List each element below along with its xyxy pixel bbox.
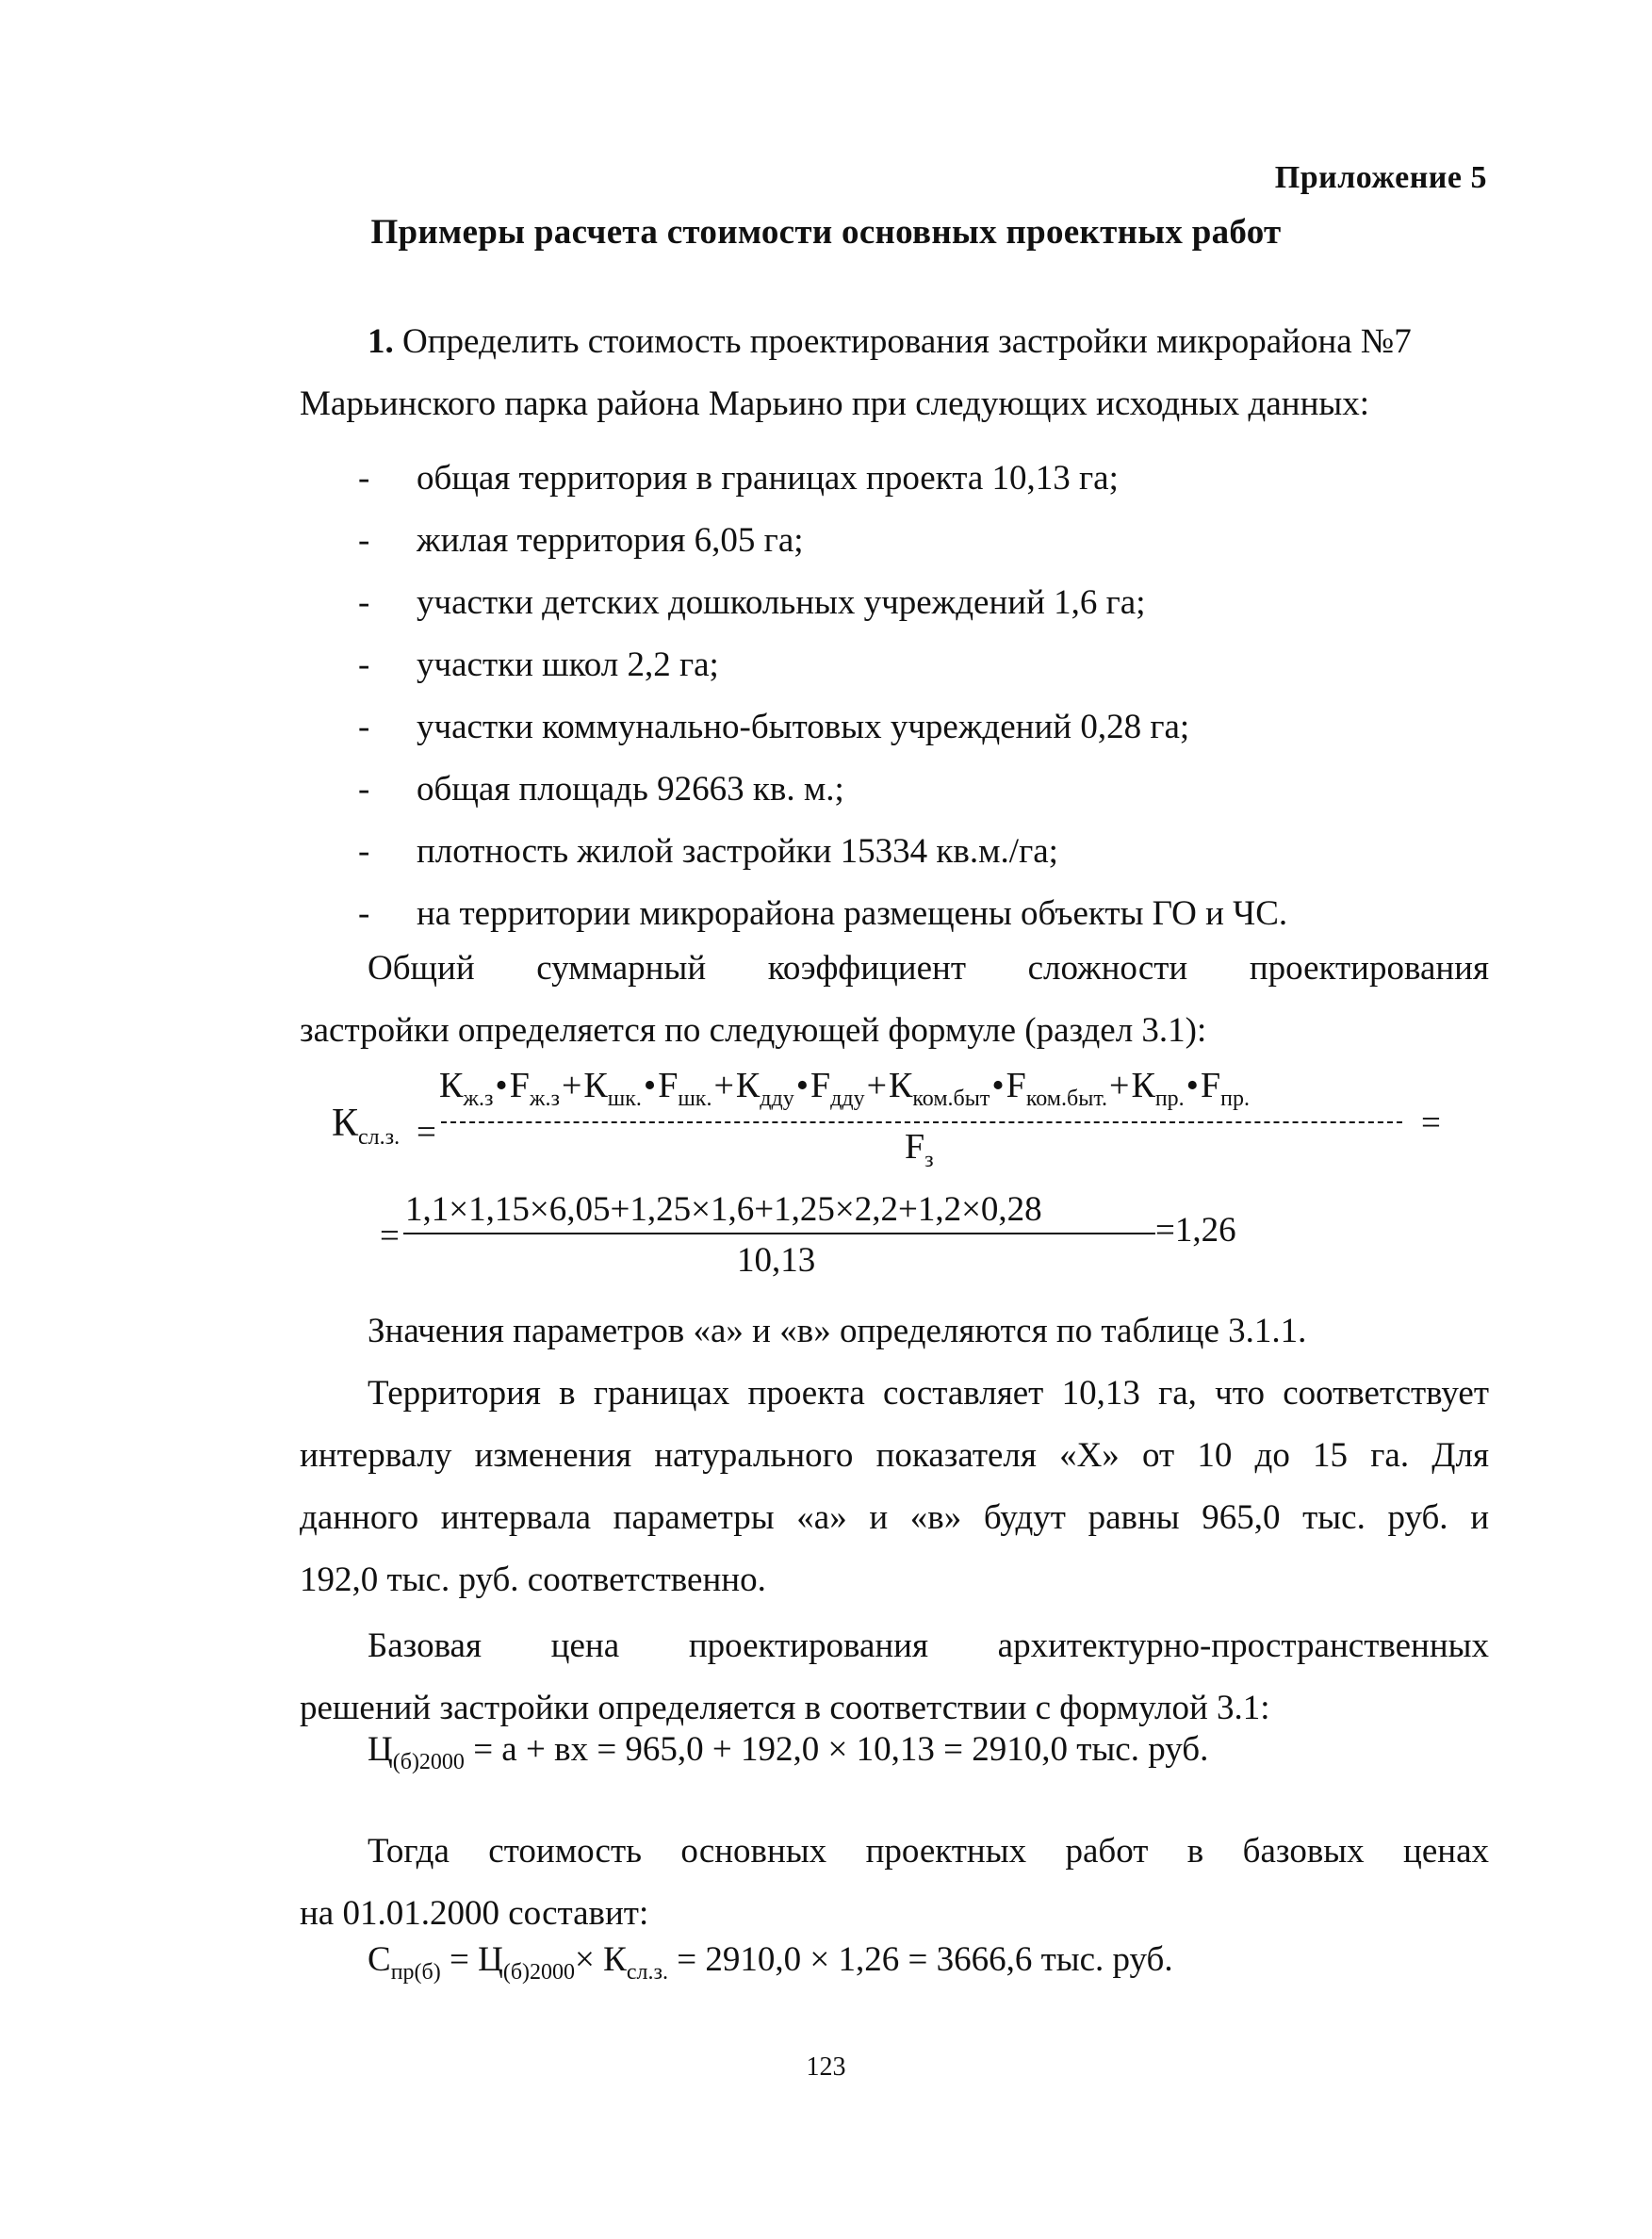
formula-operator: •: [991, 1066, 1005, 1105]
formula-term-subscript: шк.: [678, 1087, 712, 1111]
base-price-line-1: Базовая цена проектирования архитектурно-пространственных: [368, 1626, 1489, 1665]
formula-operator: +: [866, 1066, 887, 1105]
formula-equals-1: =: [417, 1113, 436, 1152]
list-dash: -: [358, 770, 370, 809]
formula-equals-2: =: [1421, 1103, 1441, 1142]
price-subscript: (б)2000: [502, 1960, 576, 1985]
example-number: 1.: [368, 322, 394, 361]
formula-operator: +: [1109, 1066, 1130, 1105]
territory-paragraph: [300, 1363, 1489, 1611]
formula-denominator-subscript: з: [924, 1148, 934, 1172]
formula-operator: +: [561, 1066, 582, 1105]
list-item-text: на территории микрорайона размещены объекты ГО и ЧС.: [417, 894, 1288, 933]
params-note: Значения параметров «а» и «в» определяются по таблице 3.1.1.: [368, 1312, 1307, 1350]
formula-term-symbol: К: [1131, 1066, 1155, 1105]
evaluation-equals-left: =: [380, 1217, 400, 1255]
base-price-subscript: (б)2000: [392, 1750, 465, 1774]
price-symbol: Ц: [478, 1940, 503, 1979]
list-item-text: участки школ 2,2 га;: [417, 646, 719, 684]
formula-lhs-symbol: К: [332, 1102, 359, 1145]
formula-term-subscript: ком.быт: [912, 1087, 990, 1111]
formula-term-subscript: пр.: [1154, 1087, 1185, 1111]
formula-operator: •: [795, 1066, 809, 1105]
formula-term-symbol: К: [889, 1066, 913, 1105]
formula-term-symbol: F: [658, 1066, 679, 1105]
cost-paragraph: [300, 1821, 1489, 1945]
list-dash: -: [358, 708, 370, 746]
params-note-paragraph: [300, 1300, 1489, 1363]
coefficient-line-1: Общий суммарный коэффициент сложности проектирования: [368, 949, 1489, 988]
formula-term-symbol: К: [583, 1066, 608, 1105]
list-item-text: общая территория в границах проекта 10,13 га;: [417, 459, 1119, 498]
base-price-paragraph: [300, 1615, 1489, 1740]
list-item-text: участки коммунально-бытовых учреждений 0,28 га;: [417, 708, 1190, 746]
formula-term-symbol: F: [1006, 1066, 1026, 1105]
cost-subscript: пр(б): [390, 1960, 441, 1985]
list-item-text: общая площадь 92663 кв. м.;: [417, 770, 844, 809]
formula-operator: •: [495, 1066, 508, 1105]
formula-operator: •: [643, 1066, 657, 1105]
coefficient-subscript: сл.з.: [626, 1960, 668, 1985]
list-dash: -: [358, 583, 370, 622]
formula-term-symbol: F: [1200, 1066, 1221, 1105]
formula-term-subscript: дду: [760, 1087, 794, 1111]
territory-line-4: 192,0 тыс. руб. соответственно.: [300, 1561, 766, 1599]
list-item-text: участки детских дошкольных учреждений 1,6 га;: [417, 583, 1146, 622]
formula-term-symbol: К: [439, 1066, 464, 1105]
evaluation-numerator: 1,1×1,15×6,05+1,25×1,6+1,25×2,2+1,2×0,28: [405, 1190, 1042, 1229]
times-sign: ×: [575, 1940, 604, 1979]
example-intro-text: Определить стоимость проектирования застройки микрорайона №7: [402, 322, 1412, 361]
coefficient-line-2: застройки определяется по следующей формуле (раздел 3.1):: [300, 1011, 1207, 1050]
base-price-formula: [368, 1729, 1208, 1775]
list-item-text: жилая территория 6,05 га;: [417, 521, 804, 560]
formula-operator: •: [1186, 1066, 1199, 1105]
list-dash: -: [358, 459, 370, 498]
formula-term-subscript: ж.з: [463, 1087, 494, 1111]
cost-line-1: Тогда стоимость основных проектных работ в базовых ценах: [368, 1832, 1489, 1871]
cost-line-2: на 01.01.2000 составит:: [300, 1894, 649, 1933]
coefficient-symbol: К: [603, 1940, 627, 1979]
cost-formula: [368, 1939, 1173, 1986]
formula-lhs-subscript: сл.з.: [358, 1125, 401, 1150]
formula-term-subscript: дду: [830, 1087, 865, 1111]
territory-line-2: интервалу изменения натурального показателя «Х» от 10 до 15 га. Для: [300, 1436, 1489, 1475]
evaluation-denominator: 10,13: [737, 1241, 816, 1280]
territory-line-3: данного интервала параметры «а» и «в» будут равны 965,0 тыс. руб. и: [300, 1498, 1489, 1537]
formula-term-symbol: F: [810, 1066, 831, 1105]
example-intro-line-2: Марьинского парка района Марьино при следующих исходных данных:: [300, 384, 1370, 423]
formula-term-symbol: К: [735, 1066, 761, 1105]
list-item-text: плотность жилой застройки 15334 кв.м./га;: [417, 832, 1058, 871]
list-dash: -: [358, 646, 370, 684]
page-title: Примеры расчета стоимости основных проектных работ: [370, 213, 1282, 252]
formula-denominator-symbol: F: [905, 1127, 925, 1167]
formula-operator: +: [713, 1066, 734, 1105]
base-price-line-2: решений застройки определяется в соответствии с формулой 3.1:: [300, 1689, 1270, 1727]
evaluation-fraction-bar: [403, 1233, 1155, 1234]
cost-symbol: С: [368, 1940, 391, 1979]
cost-expression: = 2910,0 × 1,26 = 3666,6 тыс. руб.: [667, 1940, 1173, 1979]
base-price-symbol: Ц: [368, 1730, 393, 1769]
formula-term-subscript: шк.: [607, 1087, 642, 1111]
formula-term-subscript: ж.з: [529, 1087, 560, 1111]
list-dash: -: [358, 521, 370, 560]
territory-line-1: Территория в границах проекта составляет 10,13 га, что соответствует: [368, 1374, 1489, 1413]
formula-term-symbol: F: [509, 1066, 530, 1105]
cost-equals: =: [440, 1940, 479, 1979]
formula-term-subscript: пр.: [1220, 1087, 1250, 1111]
list-dash: -: [358, 832, 370, 871]
evaluation-result: =1,26: [1155, 1211, 1236, 1250]
page-number: 123: [806, 2052, 846, 2082]
appendix-label: Приложение 5: [1274, 160, 1487, 195]
list-dash: -: [358, 894, 370, 933]
base-price-expression: = а + вх = 965,0 + 192,0 × 10,13 = 2910,0 тыс. руб.: [464, 1730, 1209, 1769]
formula-term-subscript: ком.быт.: [1025, 1087, 1108, 1111]
